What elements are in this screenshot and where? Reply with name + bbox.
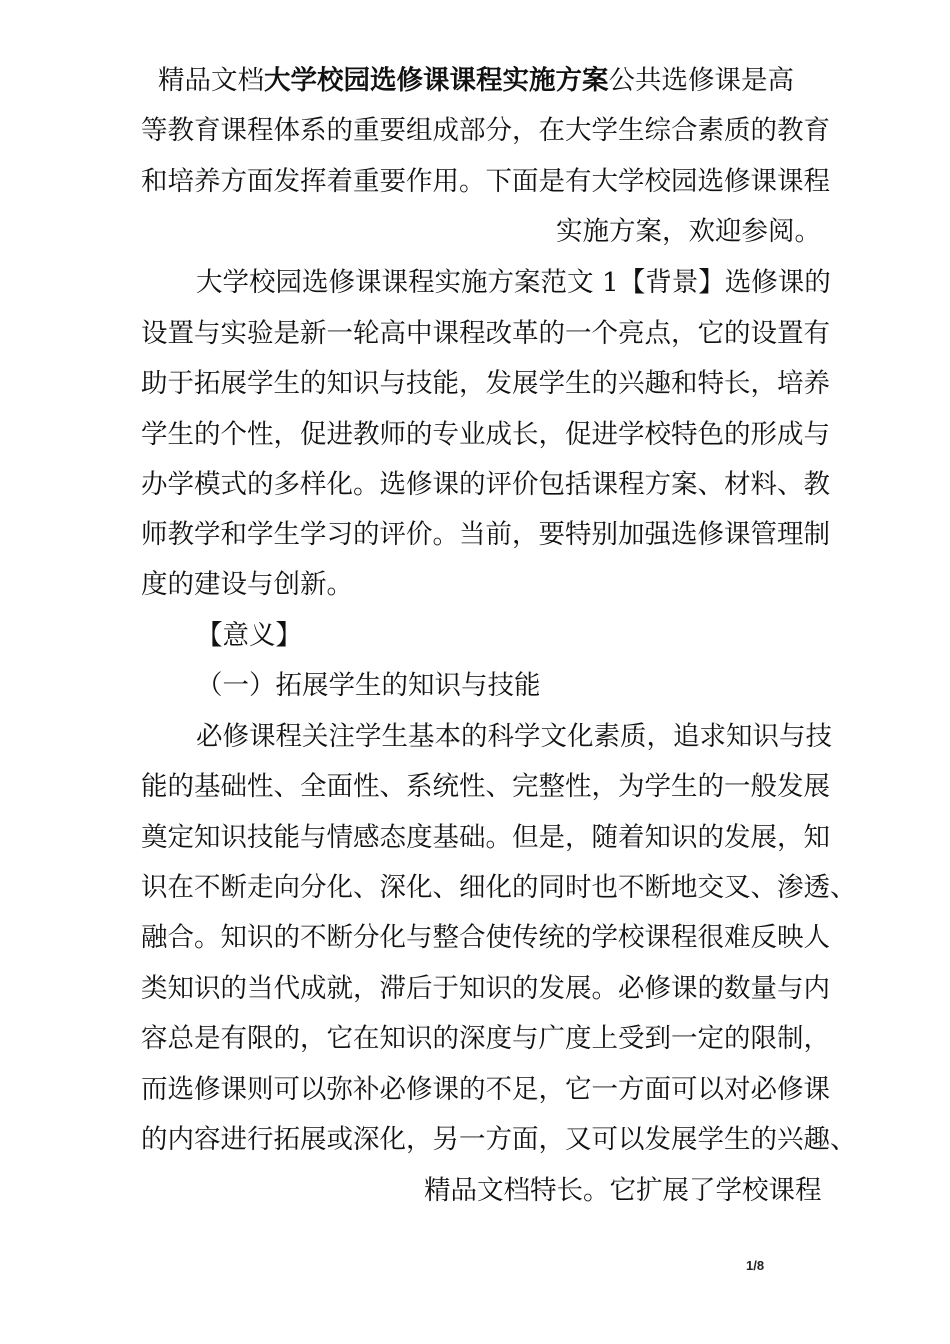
section-heading: 【意义】 bbox=[196, 620, 302, 651]
text-line: 的内容进行拓展或深化，另一方面，又可以发展学生的兴趣、 bbox=[141, 1124, 857, 1155]
text-line: 类知识的当代成就，滞后于知识的发展。必修课的数量与内 bbox=[141, 973, 830, 1004]
text-line: 公共选修课是高 bbox=[608, 65, 794, 96]
text-line: 实施方案，欢迎参阅。 bbox=[556, 216, 821, 247]
page-number: 1/8 bbox=[746, 1258, 765, 1273]
text-line: 助于拓展学生的知识与技能，发展学生的兴趣和特长，培养 bbox=[141, 368, 830, 399]
document-title: 大学校园选修课课程实施方案 bbox=[264, 65, 609, 96]
text-line: 大学校园选修课课程实施方案范文 1【背景】选修课的 bbox=[196, 267, 831, 298]
text-line: 而选修课则可以弥补必修课的不足，它一方面可以对必修课 bbox=[141, 1074, 830, 1105]
text-line: 办学模式的多样化。选修课的评价包括课程方案、材料、教 bbox=[141, 469, 830, 500]
text-line: 设置与实验是新一轮高中课程改革的一个亮点，它的设置有 bbox=[141, 318, 830, 349]
text-line: 精品文档特长。它扩展了学校课程 bbox=[424, 1175, 822, 1206]
text-line: 融合。知识的不断分化与整合使传统的学校课程很难反映人 bbox=[141, 922, 830, 953]
text-line: 和培养方面发挥着重要作用。下面是有大学校园选修课课程 bbox=[141, 166, 830, 197]
text-line: 度的建设与创新。 bbox=[141, 569, 353, 600]
text-line: 奠定知识技能与情感态度基础。但是，随着知识的发展，知 bbox=[141, 822, 830, 853]
text-line: 容总是有限的，它在知识的深度与广度上受到一定的限制， bbox=[141, 1023, 830, 1054]
subsection-heading: （一）拓展学生的知识与技能 bbox=[196, 670, 541, 701]
text-line: 识在不断走向分化、深化、细化的同时也不断地交叉、渗透、 bbox=[141, 872, 857, 903]
text-line: 师教学和学生学习的评价。当前，要特别加强选修课管理制 bbox=[141, 519, 830, 550]
header-prefix: 精品文档 bbox=[158, 65, 264, 96]
first-line bbox=[158, 64, 838, 98]
text-line: 必修课程关注学生基本的科学文化素质，追求知识与技 bbox=[196, 721, 832, 752]
text-line: 学生的个性，促进教师的专业成长，促进学校特色的形成与 bbox=[141, 419, 830, 450]
text-line: 能的基础性、全面性、系统性、完整性，为学生的一般发展 bbox=[141, 771, 830, 802]
text-line: 等教育课程体系的重要组成部分，在大学生综合素质的教育 bbox=[141, 115, 830, 146]
